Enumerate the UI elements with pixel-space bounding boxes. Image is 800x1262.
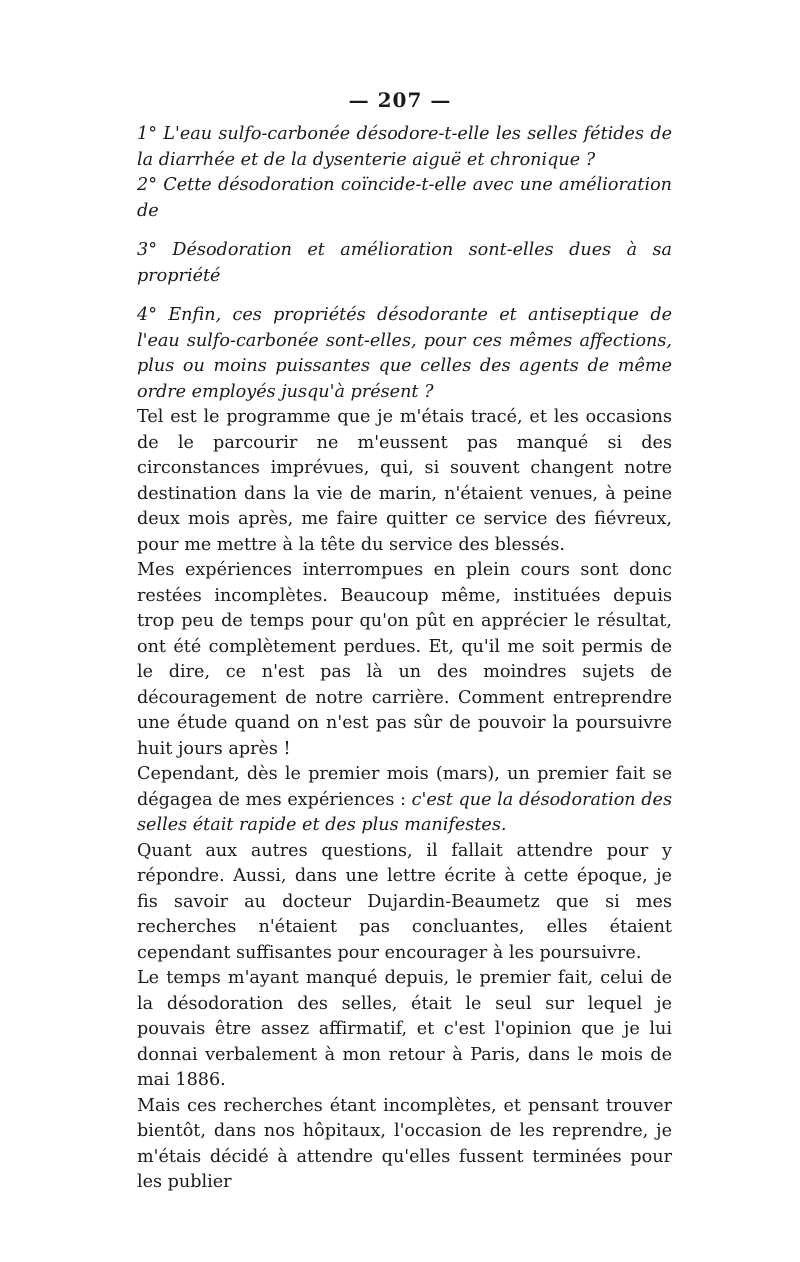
page-body — [137, 122, 672, 1196]
paragraph-6: Mais ces recherches étant incomplètes, et pensant trouver bientôt, dans nos hôpitaux, l'occasion de les reprendre, je m'étais décidé à attendre qu'elles fussent terminées pour les publier — [137, 1095, 672, 1192]
question-4: 4° Enfin, ces propriétés désodorante et antiseptique de l'eau sulfo-carbonée sont-elles, pour ces mêmes affections, plus ou moins puissantes que celles des agents de même ordre employés jusqu'à présent ? — [137, 305, 672, 402]
question-1: 1° L'eau sulfo-carbonée désodore-t-elle les selles fétides de la diarrhée et de la dysenterie aiguë et chronique ? — [137, 124, 672, 170]
paragraph-1: Tel est le programme que je m'étais tracé, et les occasions de le parcourir ne m'eussent pas manqué si des circonstances imprévues, qui, si souvent changent notre destination dans la vie de marin, n'étaient venues, à peine deux mois après, me faire quitter ce service des fiévreux, pour me mettre à la tête du service des blessés. — [137, 407, 672, 555]
paragraph-4: Quant aux autres questions, il fallait attendre pour y répondre. Aussi, dans une lettre écrite à cette époque, je fis savoir au docteur Dujardin-Beaumetz que si mes recherches n'étaient pas concluantes, elles étaient cependant suffisantes pour encourager à les poursuivre. — [137, 840, 672, 963]
paragraph-5: Le temps m'ayant manqué depuis, le premier fait, celui de la désodoration des selles, était le seul sur lequel je pouvais être assez affirmatif, et c'est l'opinion que je lui donnai verbalement à mon retour à Paris, dans le mois de mai 1886. — [137, 968, 672, 1090]
paragraph-3 — [137, 762, 672, 839]
page-number: — 207 — — [348, 88, 452, 112]
question-2: 2° Cette désodoration coïncide-t-elle avec une amélioration de — [137, 175, 672, 221]
paragraph-2: Mes expériences interrompues en plein cours sont donc restées incomplètes. Beaucoup même, instituées depuis trop peu de temps pour qu'on pût en apprécier le résultat, ont été complètement perdues. Et, qu'il me soit permis de le dire, ce n'est pas là un des moindres sujets de découragement de notre carrière. Comment entreprendre une étude quand on n'est pas sûr de pouvoir la poursuivre huit jours après ! — [137, 560, 672, 759]
paragraph-3-emphasis: c'est que la désodoration des selles était rapide et des plus manifestes. — [137, 789, 672, 835]
question-3: 3° Désodoration et amélioration sont-elles dues à sa propriété — [137, 240, 672, 286]
paragraph-3-lead: Cependant, dès le premier mois (mars), un premier fait se dégagea de mes expériences : — [137, 764, 672, 810]
